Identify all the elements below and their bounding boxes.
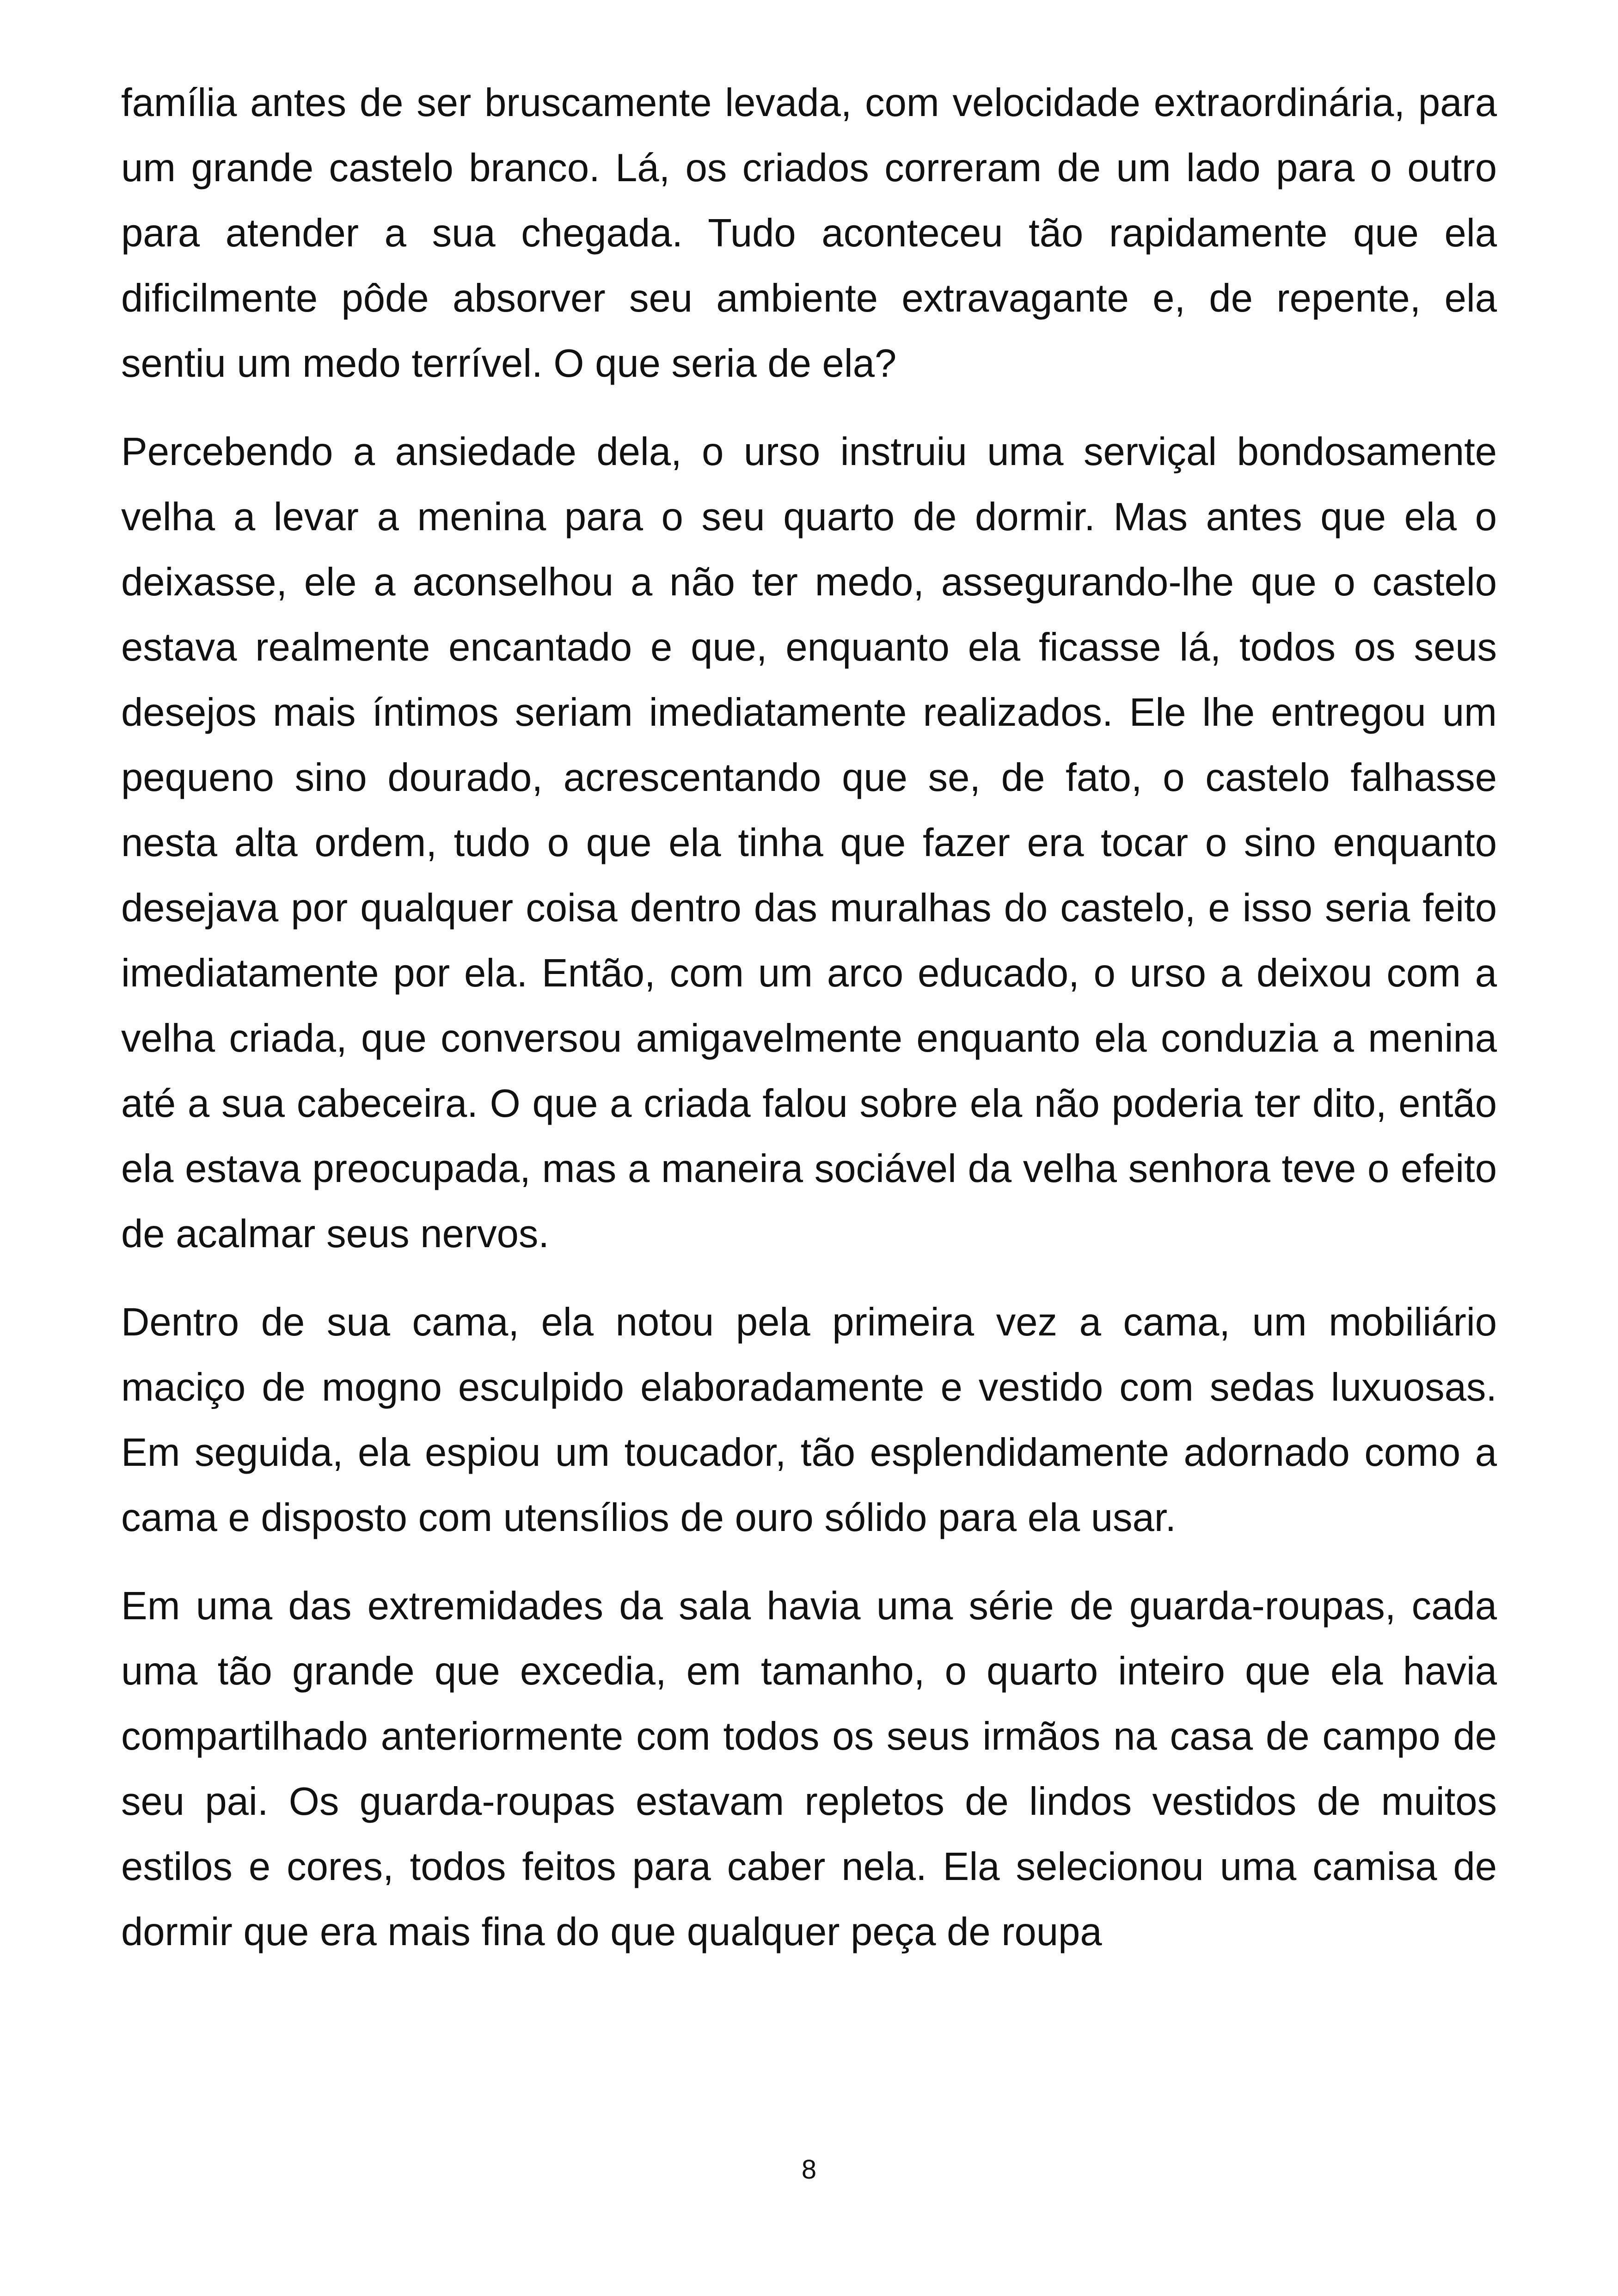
page-number: 8 (801, 2155, 817, 2185)
paragraph-4: Em uma das extremidades da sala havia uma série de guarda-roupas, cada uma tão grande que excedia, em tamanho, o quarto inteiro que ela havia compartilhado anteriormente com todos os seus irmãos na casa de campo de seu pai. Os guarda-roupas estavam repletos de lindos vestidos de muitos estilos e cores, todos feitos para caber nela. Ela selecionou uma camisa de dormir que era mais fina do que qualquer peça de roupa (121, 1584, 1497, 1954)
paragraph-2: Percebendo a ansiedade dela, o urso instruiu uma serviçal bondosamente velha a levar a menina para o seu quarto de dormir. Mas antes que ela o deixasse, ele a aconselhou a não ter medo, assegurando-lhe que o castelo estava realmente encantado e que, enquanto ela ficasse lá, todos os seus desejos mais íntimos seriam imediatamente realizados. Ele lhe entregou um pequeno sino dourado, acrescentando que se, de fato, o castelo falhasse nesta alta ordem, tudo o que ela tinha que fazer era tocar o sino enquanto desejava por qualquer coisa dentro das muralhas do castelo, e isso seria feito imediatamente por ela. Então, com um arco educado, o urso a deixou com a velha criada, que conversou amigavelmente enquanto ela conduzia a menina até a sua cabeceira. O que a criada falou sobre ela não poderia ter dito, então ela estava preocupada, mas a maneira sociável da velha senhora teve o efeito de acalmar seus nervos. (121, 430, 1497, 1256)
paragraph-1: família antes de ser bruscamente levada, com velocidade extraordinária, para um grande castelo branco. Lá, os criados correram de um lado para o outro para atender a sua chegada. Tudo aconteceu tão rapidamente que ela dificilmente pôde absorver seu ambiente extravagante e, de repente, ela sentiu um medo terrível. O que seria de ela? (121, 81, 1497, 386)
paragraph-3: Dentro de sua cama, ela notou pela primeira vez a cama, um mobiliário maciço de mogno esculpido elaboradamente e vestido com sedas luxuosas. Em seguida, ela espiou um toucador, tão esplendidamente adornado como a cama e disposto com utensílios de ouro sólido para ela usar. (121, 1300, 1497, 1540)
body-text (121, 70, 1497, 1988)
